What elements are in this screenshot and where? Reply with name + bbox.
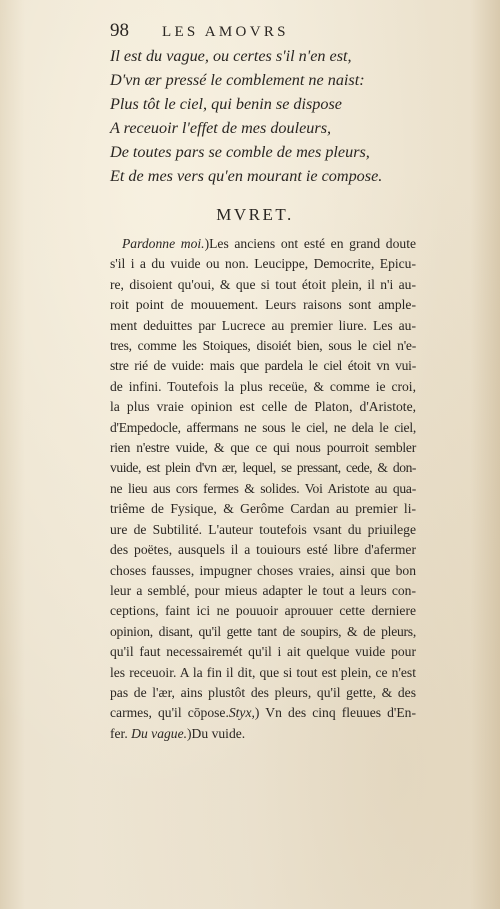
commentary-line: ment deduittes par Lucrece au premier liure. Les au- bbox=[110, 317, 416, 333]
commentary-text bbox=[110, 234, 416, 744]
verse-line: Plus tôt le ciel, qui benin se dispose bbox=[110, 95, 342, 113]
commentary-text-run: )Les anciens ont esté en grand doute bbox=[204, 236, 417, 251]
commentary-line: s'il i a du vuide ou non. Leucippe, Democrite, Epicu- bbox=[110, 256, 416, 272]
commentary-line: les receuoir. A la fin il dit, que si tout est plein, ce n'est bbox=[110, 664, 416, 680]
commentary-text-run: )Du vuide. bbox=[187, 725, 246, 741]
commentary-line: des poëtes, ausquels il a touiours esté libre d'afermer bbox=[110, 542, 416, 558]
verse-line: Il est du vague, ou certes s'il n'en est, bbox=[110, 47, 352, 65]
commentary-line: ceptions, faint ici ne pouuoir aprouuer cette derniere bbox=[110, 603, 416, 619]
commentary-line: ure de Subtilité. L'auteur toutefois vsant du priuilege bbox=[110, 521, 416, 537]
commentary-heading: MVRET. bbox=[216, 205, 294, 224]
commentary-line: de infini. Toutefois la plus receüe, & comme ie croi, bbox=[110, 378, 416, 394]
commentary-text-run: ) Vn des cinq fleuues d'En- bbox=[254, 705, 416, 721]
commentary-line: pas de l'ær, ains plustôt des pleurs, qu'il gette, & des bbox=[110, 684, 416, 700]
commentary-line: choses fausses, impugner choses vraies, ainsi que bon bbox=[110, 562, 416, 578]
page-number: 98 bbox=[110, 20, 129, 41]
commentary-line: opinion, disant, qu'il gette tant de soupirs, & de pleurs, bbox=[110, 623, 416, 639]
lemma: Pardonne moi. bbox=[122, 236, 205, 251]
lemma: Du vague. bbox=[131, 725, 188, 741]
commentary-text-run: carmes, qu'il cōpose. bbox=[110, 705, 229, 721]
commentary-line: rien n'estre vuide, & que ce qui nous pourroit sembler bbox=[110, 440, 416, 456]
verse-line: De toutes pars se comble de mes pleurs, bbox=[110, 143, 370, 161]
commentary-line: leur a semblé, pour mieus adapter le tout a leurs con- bbox=[110, 582, 416, 598]
commentary-line: vuide, est plein d'vn ær, lequel, se pressant, cede, & don- bbox=[110, 460, 416, 476]
running-head: LES AMOVRS bbox=[162, 24, 289, 40]
commentary-line: ne lieu aus cors fermes & solides. Voi Aristote au qua- bbox=[110, 480, 416, 496]
commentary-line: la plus vraie opinion est celle de Platon, d'Aristote, bbox=[110, 399, 416, 415]
commentary-line: triême de Fysique, & Gerôme Cardan au premier li- bbox=[110, 501, 416, 517]
commentary-line: d'Empedocle, affermans ne sous le ciel, ne dela le ciel, bbox=[110, 419, 416, 435]
verse-line: D'vn ær pressé le comblement ne naist: bbox=[110, 71, 365, 89]
commentary-line: tres, comme les Stoiques, disoiét bien, sous le ciel n'e- bbox=[110, 338, 416, 354]
verse-line: Et de mes vers qu'en mourant ie compose. bbox=[110, 167, 383, 185]
commentary-line: stre rié de vuide: mais que pardela le ciel étoit vn vui- bbox=[110, 358, 416, 374]
commentary-line: qu'il faut necessairemét qu'il i ait quelque vuide pour bbox=[110, 644, 416, 660]
commentary-line: re, disoient qu'oui, & que si tout étoit plein, il n'i au- bbox=[110, 276, 416, 292]
commentary-line bbox=[110, 234, 416, 254]
commentary-line bbox=[110, 703, 416, 723]
poem-stanza bbox=[110, 44, 415, 188]
commentary-line bbox=[110, 724, 416, 744]
lemma: Styx, bbox=[228, 705, 255, 721]
verse-line: A receuoir l'effet de mes douleurs, bbox=[110, 119, 332, 137]
page-header bbox=[110, 20, 400, 42]
commentary-text-run: fer. bbox=[110, 725, 128, 741]
commentary-line: roit point de mouuement. Leurs raisons sont ample- bbox=[110, 297, 416, 313]
